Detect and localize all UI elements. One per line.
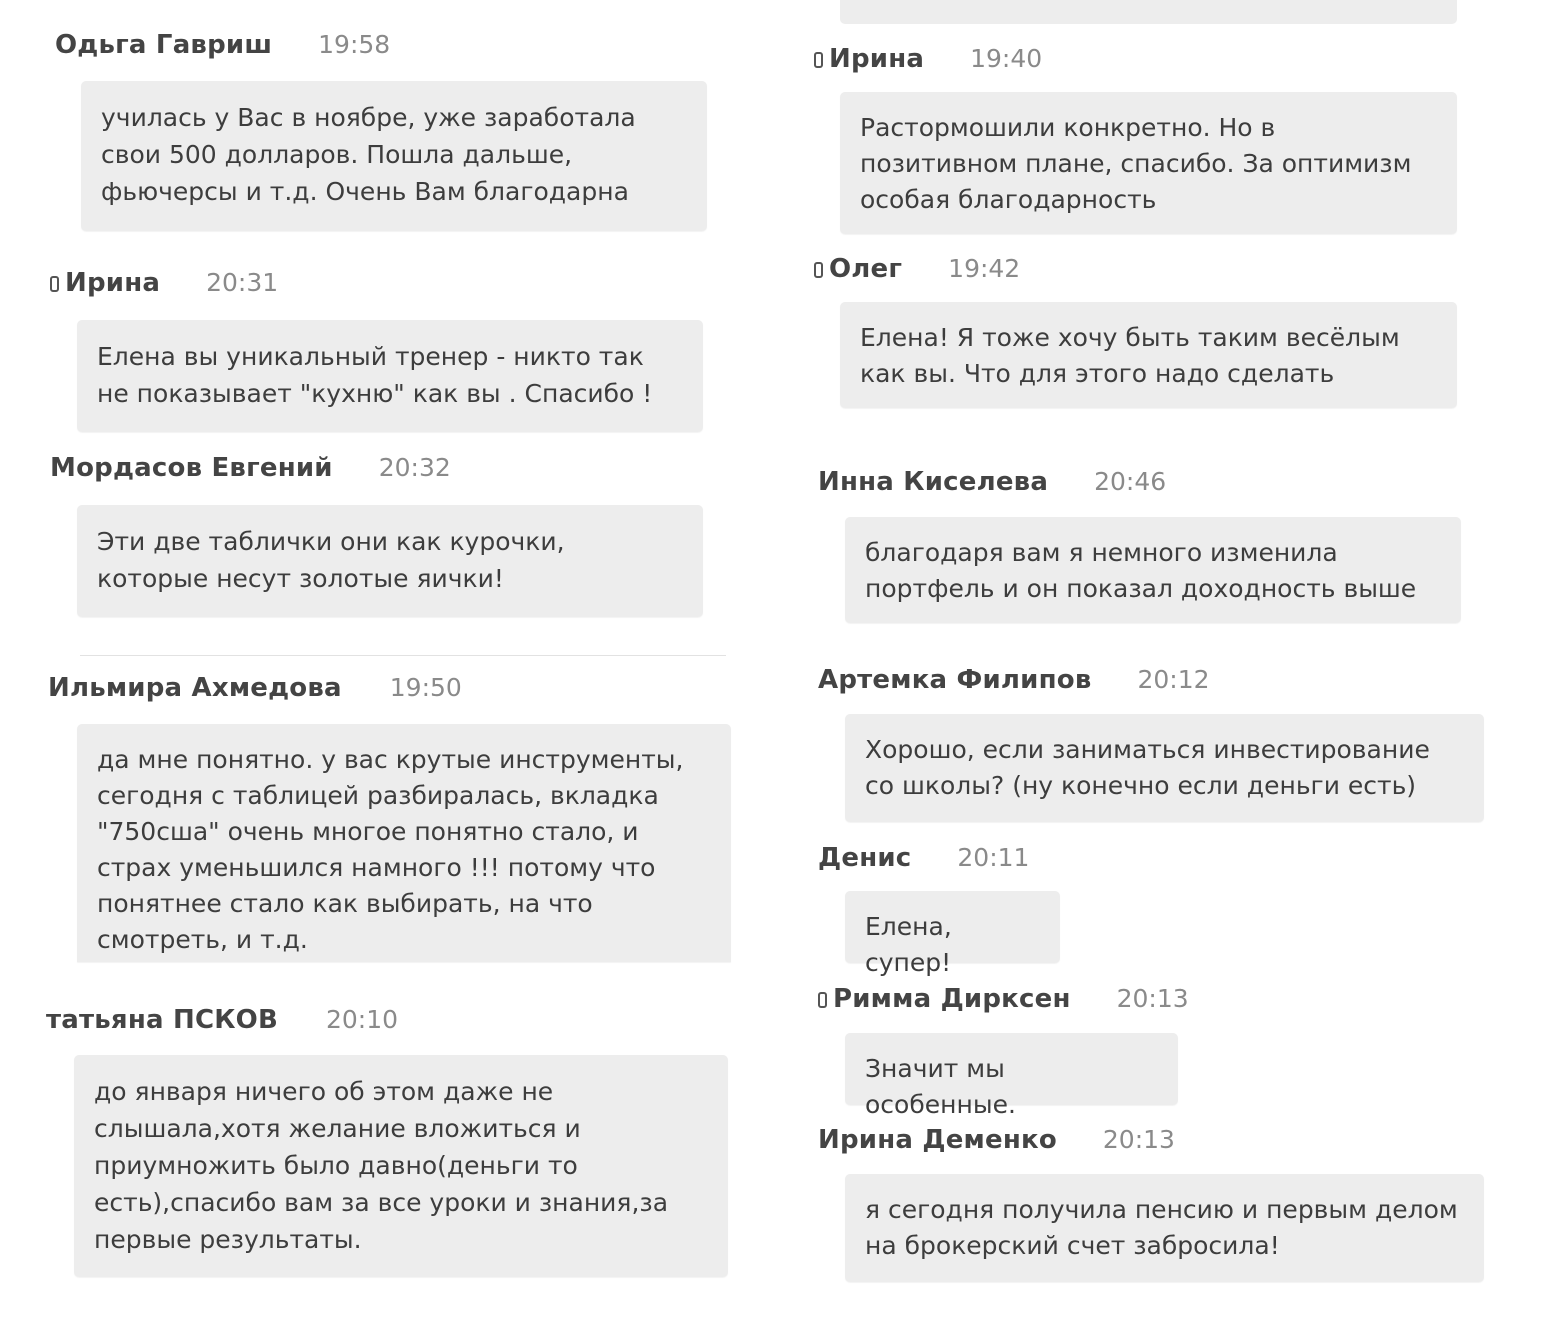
message-header [50, 268, 278, 298]
message-header [818, 1125, 1175, 1155]
message-bubble [77, 505, 703, 617]
message-time: 20:32 [378, 453, 451, 482]
message-header [814, 44, 1042, 74]
mobile-phone-icon [50, 276, 59, 292]
message-time: 20:13 [1102, 1125, 1175, 1154]
message-text: до января ничего об этом даже не слышала,хотя желание вложиться и приумножить было давно(деньги то есть),спасибо вам за все уроки и знания,за первые результаты. [94, 1077, 669, 1254]
author-name: Римма Дирксен [833, 984, 1071, 1014]
message-time: 19:58 [318, 30, 391, 59]
mobile-phone-icon [818, 992, 827, 1008]
message-time: 19:40 [970, 44, 1043, 73]
message-text: Хорошо, если заниматься инвестирование со школы? (ну конечно если деньги есть) [865, 735, 1430, 800]
message-text: Елена, супер! [865, 912, 952, 977]
message-header [818, 467, 1166, 497]
message-bubble [845, 1174, 1484, 1282]
message-text: благодаря вам я немного изменила портфель и он показал доходность выше [865, 538, 1417, 603]
author-name: Одьга Гавриш [55, 30, 273, 60]
message-text: Эти две таблички они как курочки, которые несут золотые яички! [97, 527, 565, 593]
message-bubble [81, 81, 707, 231]
author-name: татьяна ПСКОВ [46, 1005, 278, 1035]
message-time: 20:11 [957, 843, 1030, 872]
message-time: 20:46 [1094, 467, 1167, 496]
message-bubble [845, 1033, 1178, 1119]
mobile-phone-icon [814, 52, 823, 68]
message-bubble [840, 302, 1457, 408]
author-name: Ирина [829, 44, 925, 74]
message-text: Елена! Я тоже хочу быть таким весёлым как вы. Что для этого надо сделать [860, 323, 1400, 388]
message-bubble [845, 891, 1060, 977]
message-header [818, 843, 1029, 873]
message-header [55, 30, 390, 60]
author-name: Ирина [65, 268, 161, 298]
message-time: 19:42 [948, 254, 1021, 283]
author-name: Ирина Деменко [818, 1125, 1057, 1155]
author-name: Олег [829, 254, 903, 284]
message-header [818, 665, 1210, 695]
message-time: 20:10 [326, 1005, 399, 1034]
message-time: 20:13 [1116, 984, 1189, 1013]
message-text: я сегодня получила пенсию и первым делом на брокерский счет забросила! [865, 1195, 1458, 1260]
message-text: Значит мы особенные. [865, 1054, 1016, 1119]
message-bubble [845, 714, 1484, 822]
message-text: Растормошили конкретно. Но в позитивном плане, спасибо. За оптимизм особая благодарность [860, 113, 1412, 214]
message-header [50, 453, 451, 483]
message-time: 19:50 [389, 673, 462, 702]
mobile-phone-icon [814, 262, 823, 278]
message-header [818, 984, 1189, 1014]
message-header [48, 673, 462, 703]
author-name: Ильмира Ахмедова [48, 673, 342, 703]
message-bubble-fragment [840, 0, 1457, 24]
message-bubble [840, 92, 1457, 234]
message-bubble [77, 320, 703, 432]
message-text: училась у Вас в ноябре, уже заработала свои 500 долларов. Пошла дальше, фьючерсы и т.д. Очень Вам благодарна [101, 103, 636, 206]
author-name: Артемка Филипов [818, 665, 1092, 695]
message-bubble [845, 517, 1461, 623]
message-header [814, 254, 1020, 284]
message-bubble [74, 1055, 728, 1277]
message-header [46, 1005, 398, 1035]
author-name: Денис [818, 843, 912, 873]
message-bubble [77, 724, 731, 962]
author-name: Мордасов Евгений [50, 453, 333, 483]
message-time: 20:12 [1137, 665, 1210, 694]
message-text: да мне понятно. у вас крутые инструменты, сегодня с таблицей разбиралась, вкладка "750сша" очень многое понятно стало, и страх уменьшился намного !!! потому что понятнее стало как выбирать, на что смотреть, и т.д. [97, 745, 684, 954]
author-name: Инна Киселева [818, 467, 1049, 497]
message-text: Елена вы уникальный тренер - никто так не показывает "кухню" как вы . Спасибо ! [97, 342, 653, 408]
divider [80, 655, 726, 656]
message-time: 20:31 [206, 268, 279, 297]
